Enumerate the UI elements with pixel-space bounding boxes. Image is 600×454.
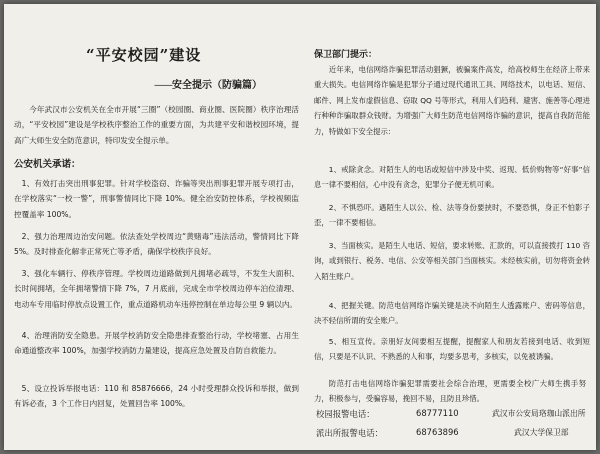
promise-item-1: 1、有效打击突出刑事犯罪。针对学校盗窃、诈骗等突出刑事犯罪开展专项打击，在学校落实“一校一警”，刑事警情同比下降 10%。健全治安防控体系，学校视频监控覆盖率 100%。 [14,179,299,219]
campus-phone-label: 校园报警电话： [316,409,375,419]
promise-item-5: 5、设立投诉举报电话：110 和 85876666，24 小时受理群众投诉和举报，做到有诉必查，3 个工作日内回复，处置回告率 100%。 [14,384,299,409]
tip-item-1: 1、戒除贪念。对陌生人的电话或短信中涉及中奖、返现、低价购物等“好事”信息一律不要相信，心中没有贪念，犯罪分子便无机可乘。 [314,165,590,190]
subtitle-paren: （防骗篇） [212,80,262,91]
station-phone-row [316,427,459,439]
promise-item-2: 2、强力治理周边治安问题。依法查处学校周边“黄赌毒”违法活动，警情同比下降 5%。及时排查化解非正常死亡等矛盾，确保学校秩序良好。 [14,232,299,257]
police-promise-heading: 公安机关承诺： [14,159,81,170]
campus-phone-number: 68777110 [416,408,459,418]
subtitle-main: 安全提示 [172,80,212,91]
tips-intro: 近年来，电信网络诈骗犯罪活动猖獗，被骗案件高发，给高校师生在经济上带来重大损失。电信网络诈骗是犯罪分子通过现代通讯工具、网络技术，以电话、短信、邮件、网上发布虚假信息、窃取 QQ 号等形式，利用人们趋利、避害、施善等心理进行种种诈骗取群众钱财。为增强广大师生防范电信网络诈骗的意识，提高自我防范能力，特做如下安全提示： [314,65,590,136]
signature-security-dept: 武汉大学保卫部 [514,428,569,437]
tip-item-3: 3、当面核实。是陌生人电话、短信，要求转账、汇款的，可以直接拨打 110 咨询，或到银行、税务、电信、公安等相关部门当面核实。未经核实前，切勿将资金转入陌生账户。 [314,241,590,281]
subtitle-dash: —— [154,80,172,91]
tips-closing: 防范打击电信网络诈骗犯罪需要社会综合治理，更需要全校广大师生携手努力，积极参与，受骗容易，挽回不易，且防且珍惜。 [314,379,586,404]
signature-police-station: 武汉市公安局珞珈山派出所 [492,409,586,418]
intro-paragraph: 今年武汉市公安机关在全市开展“三圈”（校园圈、商业圈、医院圈）秩序治理活动，“平安校园”建设是学校秩序整治工作的重要方面，为共建平安和谐校园环境，提高广大师生安全防范意识，特印发安全提示单。 [14,105,299,145]
security-tips-heading: 保卫部门提示： [314,50,378,60]
promise-item-4: 4、治理消防安全隐患。开展学校消防安全隐患排查整治行动，学校堵塞、占用生命通道整改率 100%，加强学校消防力量建设，提高应急处置及自防自救能力。 [14,331,299,356]
campus-phone-row [316,408,459,420]
notice-subtitle [154,76,262,91]
left-column [14,4,299,450]
right-column [314,4,590,450]
station-phone-number: 68763896 [416,427,459,437]
tip-item-5: 5、相互宣传。亲朋好友间要相互提醒，提醒家人和朋友若接到电话、收到短信，只要是不认识、不熟悉的人和事，均要多思考，多核实，以免被诱骗。 [314,337,590,362]
tip-item-2: 2、不惧恐吓。遇陌生人以公、检、法等身份要挟时，不要恐惧，身正不怕影子歪，一律不要相信。 [314,203,590,228]
station-phone-label: 派出所报警电话： [316,428,383,438]
notice-title: “平安校园”建设 [86,46,202,64]
tip-item-4: 4、把握关键。防范电信网络诈骗关键是决不向陌生人透露账户、密码等信息，决不轻信所谓的安全账户。 [314,301,590,326]
promise-item-3: 3、强化车辆行、停秩序管理。学校周边道路做到凡拥堵必疏导，不发生大面积、长时间拥堵，全年拥堵警情下降 7%，7 月底前，完成全市学校周边停车泊位清理、电动车专用临时停放点设置工作，重点道路机动车违停控制在单边每公里 9 辆以内。 [14,269,299,309]
notice-sheet [4,4,596,450]
